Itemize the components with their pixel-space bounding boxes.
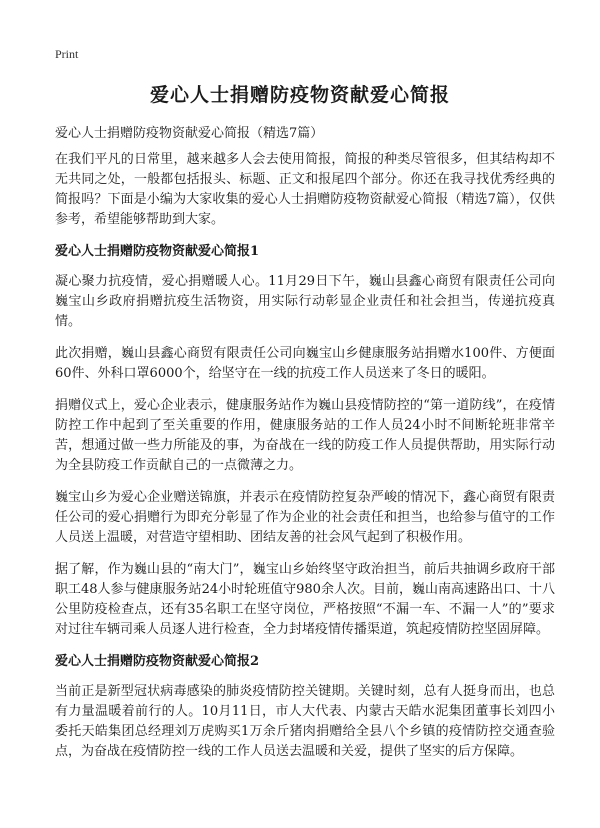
paragraph: 凝心聚力抗疫情，爱心捐赠暖人心。11月29日下午，巍山县鑫心商贸有限责任公司向巍宝山乡政府捐赠抗疫生活物资，用实际行动彰显企业责任和社会担当，传递抗疫真情。 (55, 274, 555, 329)
section-heading: 爱心人士捐赠防疫物资献爱心简报1 (55, 244, 260, 259)
print-label[interactable]: Print (55, 47, 79, 61)
intro-paragraph: 在我们平凡的日常里，越来越多人会去使用简报，简报的种类尽管很多，但其结构却不无共同之处，一般都包括报头、标题、正文和报尾四个部分。你还在我寻找优秀经典的简报吗？下面是小编为大家收集的爱心人士捐赠防疫物资献爱心简报（精选7篇），仅供参考，希望能够帮助到大家。 (55, 152, 555, 227)
paragraph: 当前正是新型冠状病毒感染的肺炎疫情防控关键期。关键时刻，总有人挺身而出，也总有力量温暖着前行的人。10月11日，市人大代表、内蒙古天皓水泥集团董事长刘四小委托天皓集团总经理刘万虎购买1万余斤猪肉捐赠给全县八个乡镇的疫情防控交通查验点，为奋战在疫情防控一线的工作人员送去温暖和关爱，提供了坚实的后方保障。 (55, 684, 555, 759)
paragraph: 据了解，作为巍山县的“南大门”，巍宝山乡始终坚守政治担当，前后共抽调乡政府干部职工48人参与健康服务站24小时轮班值守980余人次。目前，巍山南高速路出口、十八公里防疫检查点，还有35名职工在坚守岗位，严格按照“不漏一车、不漏一人”的”要求对过往车辆司乘人员逐人进行检查，全力封堵疫情传播渠道，筑起疫情防控坚固屏障。 (55, 562, 555, 637)
paragraph: 巍宝山乡为爱心企业赠送锦旗，并表示在疫情防控复杂严峻的情况下，鑫心商贸有限责任公司的爱心捐赠行为即充分彰显了作为企业的社会责任和担当，也给参与值守的工作人员送上温暖，对营造守望相助、团结友善的社会风气起到了积极作用。 (55, 490, 555, 545)
paragraph: 捐赠仪式上，爱心企业表示，健康服务站作为巍山县疫情防控的“第一道防线”，在疫情防控工作中起到了至关重要的作用，健康服务站的工作人员24小时不间断轮班非常辛苦，想通过做一些力所能及的事，为奋战在一线的防疫工作人员提供帮助，用实际行动为全县防疫工作贡献自己的一点微薄之力。 (55, 398, 555, 473)
article-body (55, 150, 555, 774)
section-heading: 爱心人士捐赠防疫物资献爱心简报2 (55, 654, 260, 669)
subtitle: 爱心人士捐赠防疫物资献爱心简报（精选7篇） (55, 126, 324, 141)
page-title: 爱心人士捐赠防疫物资献爱心简报 (149, 84, 450, 106)
paragraph: 此次捐赠，巍山县鑫心商贸有限责任公司向巍宝山乡健康服务站捐赠水100件、方便面60件、外科口罩6000个，给坚守在一线的抗疫工作人员送来了冬日的暖阳。 (55, 346, 555, 381)
